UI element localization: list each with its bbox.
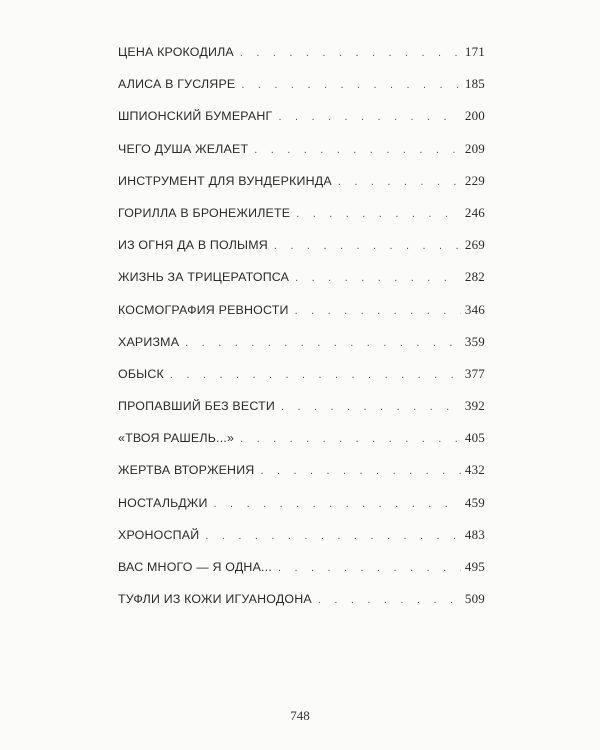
toc-entry-page: 209	[464, 140, 485, 156]
toc-entry-page: 282	[464, 269, 485, 285]
toc-entry	[118, 44, 485, 76]
toc-entry-title: ПРОПАВШИЙ БЕЗ ВЕСТИ	[118, 399, 275, 414]
toc-entry-title: «ТВОЯ РАШЕЛЬ...»	[118, 431, 235, 446]
dot-leader	[254, 144, 461, 156]
toc-entry-title: ЖИЗНЬ ЗА ТРИЦЕРАТОПСА	[118, 270, 290, 285]
dot-leader	[281, 401, 461, 413]
toc-entry	[118, 591, 485, 623]
dot-leader	[278, 562, 461, 574]
toc-entry-page: 200	[464, 108, 485, 124]
toc-entry-title: ЧЕГО ДУША ЖЕЛАЕТ	[118, 141, 249, 156]
dot-leader	[240, 433, 461, 445]
toc-entry-page: 359	[464, 333, 485, 349]
toc-entry	[118, 495, 485, 527]
toc-entry	[118, 559, 485, 591]
dot-leader	[205, 530, 461, 542]
table-of-contents	[118, 44, 485, 623]
toc-entry	[118, 462, 485, 494]
dot-leader	[278, 111, 460, 123]
dot-leader	[260, 465, 460, 477]
dot-leader	[274, 240, 461, 252]
toc-entry-page: 432	[464, 462, 485, 478]
toc-entry	[118, 173, 485, 205]
toc-entry-title: НОСТАЛЬДЖИ	[118, 495, 208, 510]
toc-entry	[118, 527, 485, 559]
dot-leader	[295, 305, 461, 317]
toc-entry	[118, 430, 485, 462]
dot-leader	[214, 498, 461, 510]
toc-entry-page: 509	[464, 591, 485, 607]
toc-entry-page: 459	[464, 494, 485, 510]
page-number: 748	[290, 708, 310, 723]
toc-entry	[118, 76, 485, 108]
toc-entry	[118, 141, 485, 173]
toc-entry	[118, 366, 485, 398]
dot-leader	[241, 79, 461, 91]
toc-entry-title: ИНСТРУМЕНТ ДЛЯ ВУНДЕРКИНДА	[118, 173, 332, 188]
toc-entry-page: 269	[464, 237, 485, 253]
toc-entry-title: ВАС МНОГО — Я ОДНА...	[118, 560, 272, 574]
toc-entry-page: 246	[464, 204, 485, 220]
dot-leader	[240, 47, 461, 59]
toc-entry-title: ЖЕРТВА ВТОРЖЕНИЯ	[118, 463, 255, 478]
toc-entry	[118, 302, 485, 334]
toc-entry-page: 377	[464, 365, 485, 381]
toc-entry-title: АЛИСА В ГУСЛЯРЕ	[118, 77, 236, 92]
dot-leader	[295, 272, 461, 284]
toc-entry-page: 495	[464, 559, 485, 574]
toc-entry	[118, 205, 485, 237]
toc-entry-title: ТУФЛИ ИЗ КОЖИ ИГУАНОДОНА	[118, 592, 312, 607]
toc-entry	[118, 398, 485, 430]
toc-entry-page: 405	[464, 430, 485, 446]
toc-entry-page: 483	[464, 526, 485, 542]
toc-entry	[118, 237, 485, 269]
toc-entry-title: ХАРИЗМА	[118, 334, 180, 349]
toc-entry-title: ШПИОНСКИЙ БУМЕРАНГ	[118, 109, 273, 124]
toc-entry-page: 229	[464, 172, 485, 188]
toc-entry	[118, 108, 485, 140]
dot-leader	[318, 594, 461, 606]
toc-entry-title: ИЗ ОГНЯ ДА В ПОЛЫМЯ	[118, 238, 268, 253]
toc-entry-title: ОБЫСК	[118, 366, 164, 381]
toc-entry-title: ЦЕНА КРОКОДИЛА	[118, 45, 234, 59]
toc-entry-title: ГОРИЛЛА В БРОНЕЖИЛЕТЕ	[118, 205, 291, 220]
dot-leader	[296, 208, 461, 220]
toc-entry	[118, 269, 485, 301]
toc-entry-title: ХРОНОСПАЙ	[118, 527, 200, 542]
toc-entry-title: КОСМОГРАФИЯ РЕВНОСТИ	[118, 302, 289, 317]
dot-leader	[185, 337, 461, 349]
toc-entry	[118, 334, 485, 366]
toc-entry-page: 392	[464, 398, 485, 414]
dot-leader	[338, 176, 461, 188]
toc-entry-page: 185	[464, 76, 485, 92]
dot-leader	[170, 369, 461, 381]
toc-entry-page: 346	[464, 301, 485, 317]
toc-entry-page: 171	[464, 44, 485, 59]
